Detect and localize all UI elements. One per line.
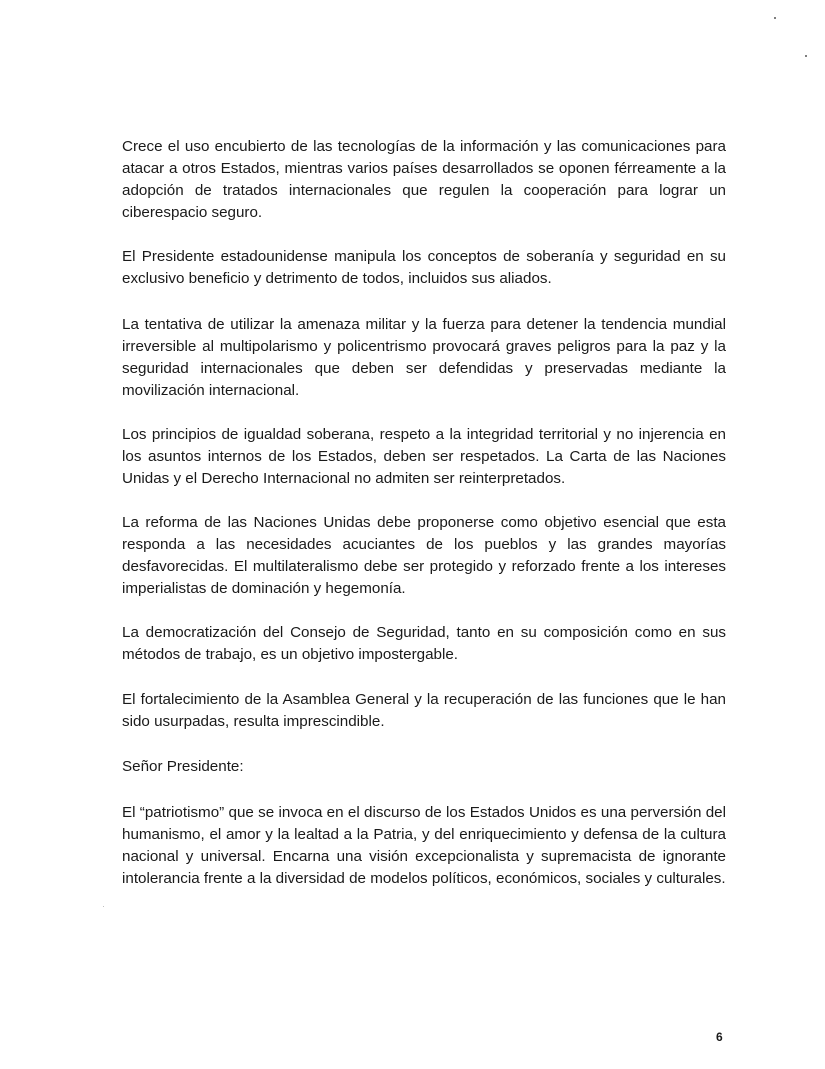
- paragraph-principles: Los principios de igualdad soberana, respeto a la integridad territorial y no injerencia en los asuntos internos de los Estados, deben ser respetados. La Carta de las Naciones Unidas y el Derecho Internacional no admiten ser reinterpretados.: [122, 426, 726, 487]
- paragraph-general-assembly: El fortalecimiento de la Asamblea General y la recuperación de las funciones que le han sido usurpadas, resulta imprescindible.: [122, 691, 726, 730]
- paragraph-cyberspace: Crece el uso encubierto de las tecnologías de la información y las comunicaciones para atacar a otros Estados, mientras varios países desarrollados se oponen férreamente a la adopción de tratados internacionales que regulen la cooperación para lograr un ciberespacio seguro.: [122, 138, 726, 221]
- scan-speck: [774, 17, 776, 19]
- paragraph-patriotism: El “patriotismo” que se invoca en el discurso de los Estados Unidos es una perversión del humanismo, el amor y la lealtad a la Patria, y del enriquecimiento y defensa de la cultura nacional y universal. Encarna una visión excepcionalista y supremacista de ignorante intolerancia frente a la diversidad de modelos políticos, económicos, sociales y culturales.: [122, 804, 726, 887]
- paragraph-un-reform: La reforma de las Naciones Unidas debe proponerse como objetivo esencial que esta responda a las necesidades acuciantes de los pueblos y las grandes mayorías desfavorecidas. El multilateralismo debe ser protegido y reforzado frente a los intereses imperialistas de dominación y hegemonía.: [122, 514, 726, 597]
- paragraph-sovereignty: El Presidente estadounidense manipula los conceptos de soberanía y seguridad en su exclusivo beneficio y detrimento de todos, incluidos sus aliados.: [122, 248, 726, 287]
- scan-speck: [103, 906, 104, 907]
- salutation: Señor Presidente:: [122, 758, 244, 775]
- page-number: 6: [716, 1030, 723, 1044]
- paragraph-military-threat: La tentativa de utilizar la amenaza militar y la fuerza para detener la tendencia mundial irreversible al multipolarismo y policentrismo provocará graves peligros para la paz y la seguridad internacionales que deben ser defendidas y preservadas mediante la movilización internacional.: [122, 316, 726, 399]
- paragraph-security-council: La democratización del Consejo de Seguridad, tanto en su composición como en sus métodos de trabajo, es un objetivo impostergable.: [122, 624, 726, 663]
- scan-speck: [805, 55, 807, 57]
